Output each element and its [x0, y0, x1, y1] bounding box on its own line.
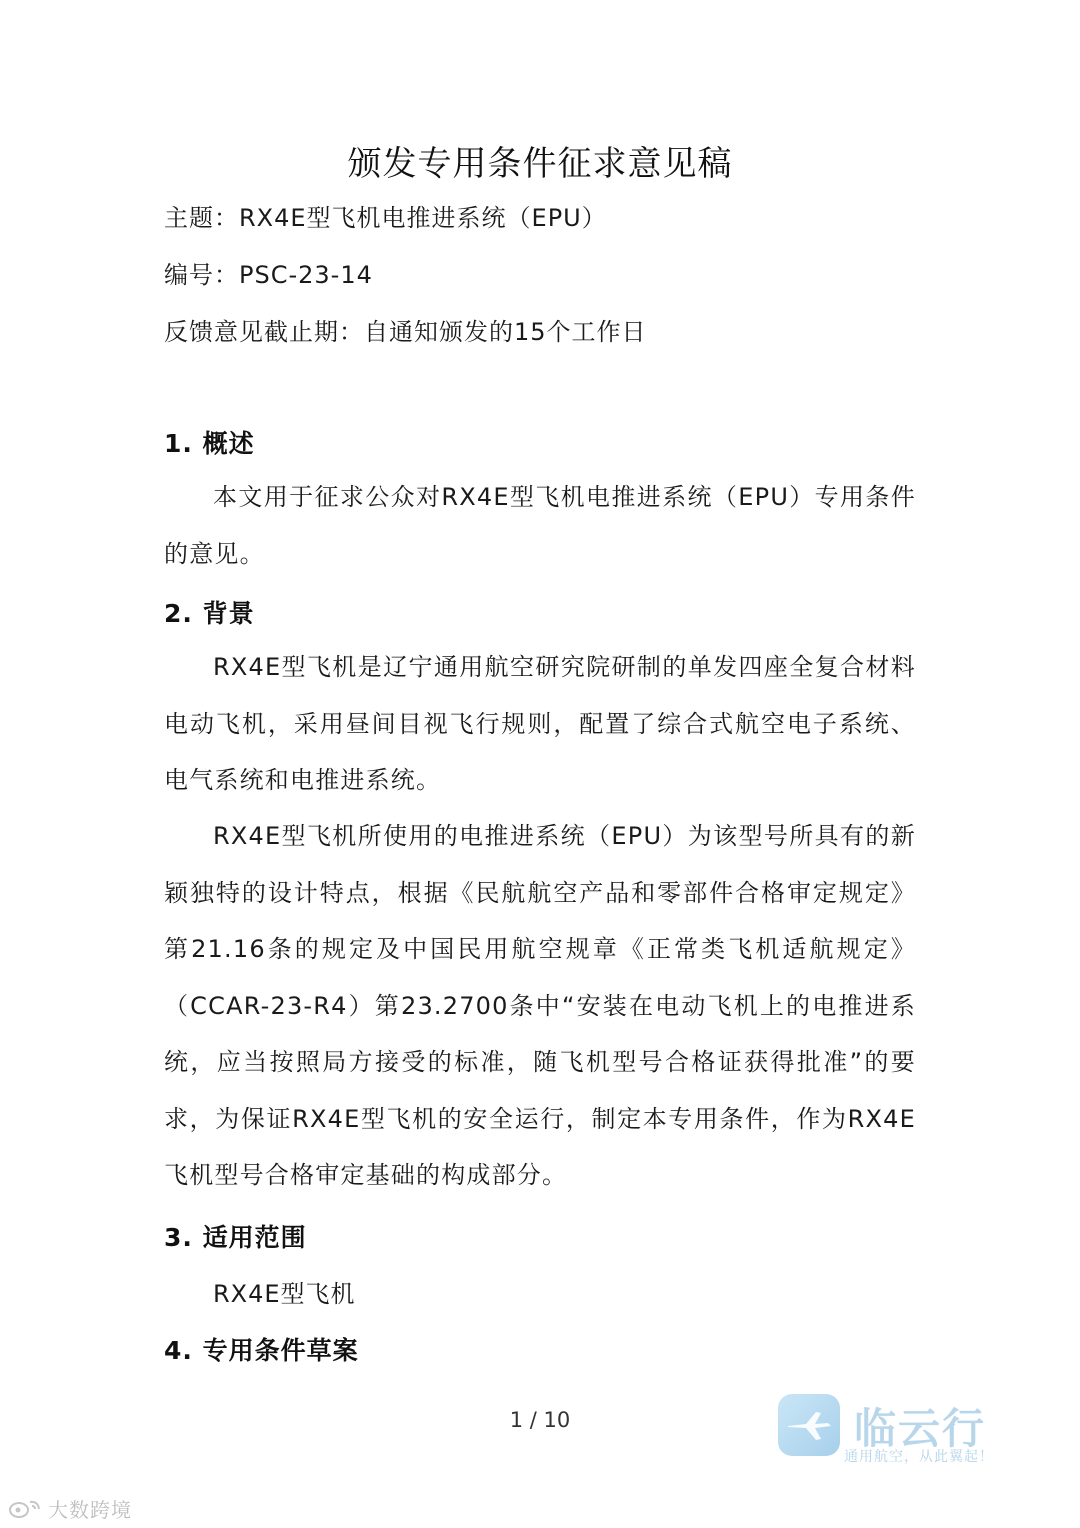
section-heading-scope: 3. 适用范围 — [164, 1223, 307, 1252]
document-title: 颁发专用条件征求意见稿 — [347, 144, 733, 184]
page-number: 1 / 10 — [509, 1408, 571, 1432]
section-overview-paragraph: 本文用于征求公众对RX4E型飞机电推进系统（EPU）专用条件的意见。 — [164, 483, 916, 568]
logo-name: 临云行 — [854, 1404, 987, 1453]
feedback-deadline: 反馈意见截止期：自通知颁发的15个工作日 — [164, 318, 647, 346]
logo-slogan: 通用航空，从此翼起！ — [844, 1449, 994, 1465]
subject-line: 主题：RX4E型飞机电推进系统（EPU） — [164, 204, 607, 232]
airplane-icon — [786, 1408, 832, 1442]
watermark — [8, 1494, 132, 1522]
section-background-paragraph-1: RX4E型飞机是辽宁通用航空研究院研制的单发四座全复合材料电动飞机，采用昼间目视飞行规则，配置了综合式航空电子系统、电气系统和电推进系统。 — [164, 653, 916, 794]
section-heading-draft: 4. 专用条件草案 — [164, 1336, 359, 1365]
section-background-paragraph-2: RX4E型飞机所使用的电推进系统（EPU）为该型号所具有的新颖独特的设计特点，根据《民航航空产品和零部件合格审定规定》第21.16条的规定及中国民用航空规章《正常类飞机适航规定》（CCAR-23-R4）第23.2700条中“安装在电动飞机上的电推进系统，应当按照局方接受的标准，随飞机型号合格证获得批准”的要求，为保证RX4E型飞机的安全运行，制定本专用条件，作为RX4E飞机型号合格审定基础的构成部分。 — [164, 822, 916, 1189]
section-heading-background: 2. 背景 — [164, 599, 255, 628]
document-number: 编号：PSC-23-14 — [164, 261, 373, 289]
section-scope-paragraph: RX4E型飞机 — [213, 1280, 356, 1308]
brand-logo — [778, 1394, 1018, 1474]
watermark-text: 大数跨境 — [48, 1497, 132, 1522]
weibo-icon — [8, 1497, 44, 1519]
section-heading-overview: 1. 概述 — [164, 429, 255, 458]
